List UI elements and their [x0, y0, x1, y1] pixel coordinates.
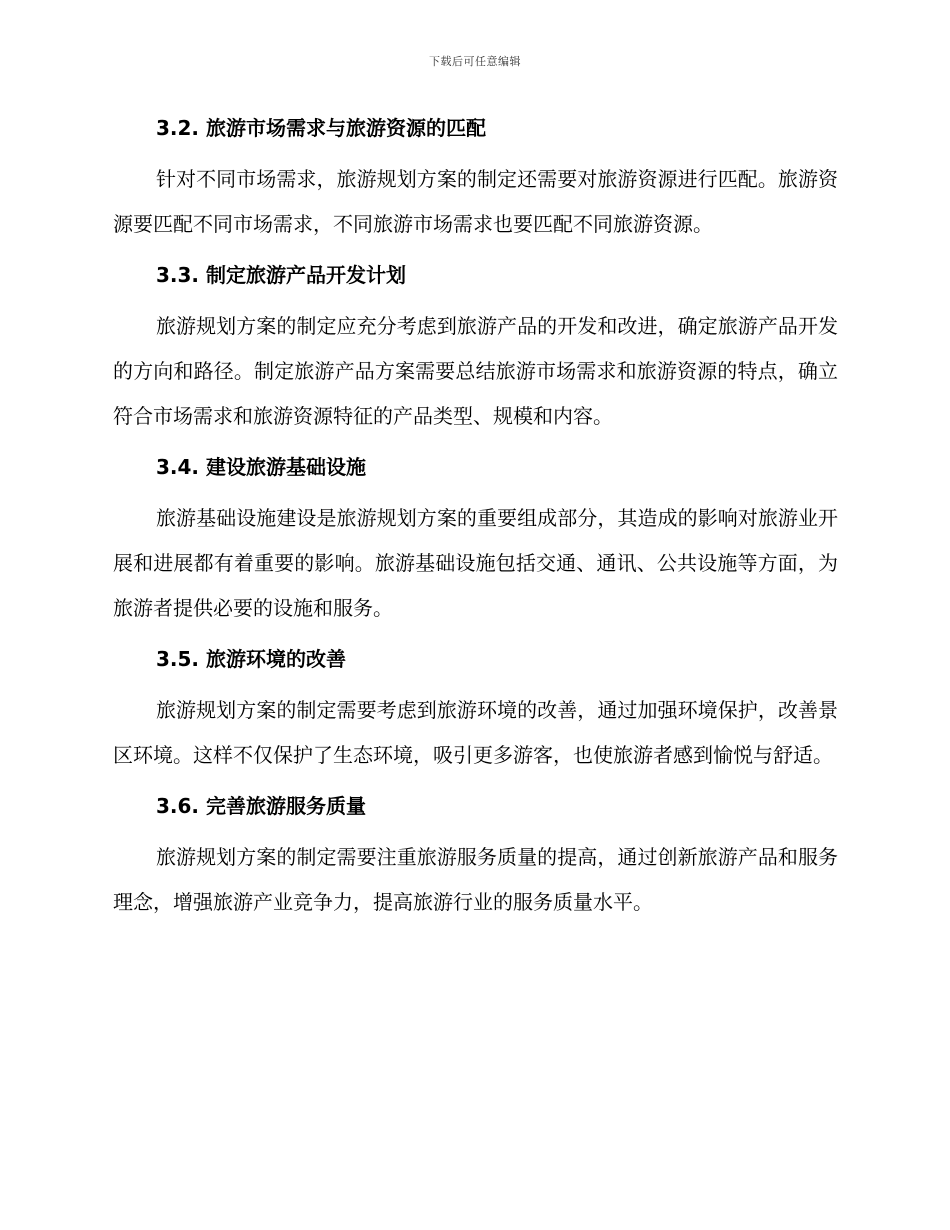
paragraph-line: 改善景区环境。这样不仅保护了生态环境，吸引更多游客，也使旅游者感到	[113, 698, 839, 767]
paragraph-line: 针对不同市场需求，旅游规划方案的制定还需要对旅游资源进行匹配。	[156, 167, 778, 191]
section-paragraph	[113, 688, 838, 778]
paragraph-line: 游业开展和进展都有着重要的影响。旅游基础设施包括交通、通讯、公共设	[113, 506, 839, 575]
paragraph-line: 品开发的方向和路径。制定旅游产品方案需要总结旅游市场需求和旅游资源	[113, 314, 839, 383]
section-heading: 3.5. 旅游环境的改善	[156, 647, 346, 671]
paragraph-line: 和服务理念，增强旅游产业竞争力，提高旅游行业的服务质量水平。	[113, 845, 839, 914]
paragraph-line: 的特点，确立符合市场需求和旅游资源特征的产品类型、规模和内容。	[113, 359, 839, 428]
paragraph-line: 旅游规划方案的制定应充分考虑到旅游产品的开发和改进，确定旅游产	[156, 314, 778, 338]
page-header: 下载后可任意编辑	[429, 55, 521, 68]
section-heading: 3.4. 建设旅游基础设施	[156, 455, 366, 479]
section-paragraph	[113, 835, 838, 925]
document-body	[113, 112, 838, 925]
section-paragraph	[113, 157, 838, 247]
paragraph-line: 旅游基础设施建设是旅游规划方案的重要组成部分，其造成的影响对旅	[156, 506, 778, 530]
section-heading: 3.3. 制定旅游产品开发计划	[156, 263, 406, 287]
paragraph-line: 旅游规划方案的制定需要考虑到旅游环境的改善，通过加强环境保护，	[156, 698, 778, 722]
section-heading: 3.2. 旅游市场需求与旅游资源的匹配	[156, 116, 486, 140]
section-heading: 3.6. 完善旅游服务质量	[156, 794, 366, 818]
paragraph-line: 旅游资源要匹配不同市场需求，不同旅游市场需求也要匹配不同旅游资源。	[113, 167, 839, 236]
section-paragraph	[113, 496, 838, 631]
section-paragraph	[113, 304, 838, 439]
paragraph-line: 施等方面，为旅游者提供必要的设施和服务。	[113, 551, 839, 620]
paragraph-line: 愉悦与舒适。	[713, 743, 833, 767]
paragraph-line: 旅游规划方案的制定需要注重旅游服务质量的提高，通过创新旅游产品	[156, 845, 778, 869]
